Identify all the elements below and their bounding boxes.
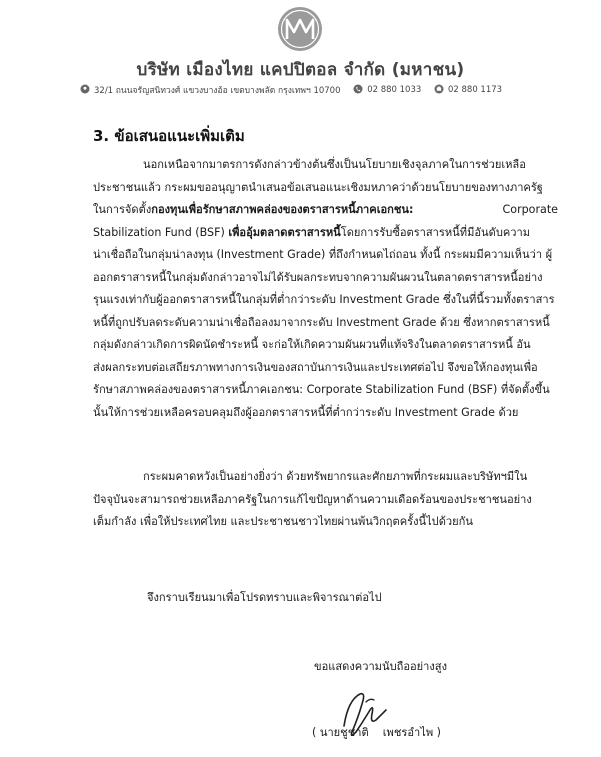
support-bond-market-bold: เพื่ออุ้มตลาดตราสารหนี้ [228,225,341,239]
address-text: 32/1 ถนนจรัญสนิทวงศ์ แขวงบางอ้อ เขตบางพลัด กรุงเทพฯ 10700 [94,86,341,96]
paragraph-line: น่าเชื่อถือในกลุ่มน่าลงทุน (Investment Grade) ที่ถึงกำหนดไถ่ถอน ทั้งนี้ กระผมมีความเห็นว่า ผู้ [93,248,553,261]
paragraph-line: ออกตราสารหนี้ในกลุ่มดังกล่าวอาจไม่ได้รับผลกระทบจากความผันผวนในตลาดตราสารหนี้อย่าง [93,270,543,284]
paragraph-line: รุนแรงเท่ากับผู้ออกตราสารหนี้ในกลุ่มที่ต่ำกว่าระดับ Investment Grade ซึ่งในที่นี้รวมทั้งตราสาร [93,293,555,306]
paragraph-line: หนี้ที่ถูกปรับลดระดับความน่าเชื่อถือลงมาจากระดับ Investment Grade ด้วย ซึ่งหากตราสารหนี้ [93,315,550,329]
paragraph-text: โดยการรับซื้อตราสารหนี้ที่มีอันดับความ [340,225,531,239]
paragraph-1 [93,154,558,424]
paragraph-line: ปัจจุบันจะสามารถช่วยเหลือภาครัฐในการแก้ไขปัญหาด้านความเดือดร้อนของประชาชนอย่าง [93,492,532,506]
paragraph-line: กระผมคาดหวังเป็นอย่างยิ่งว่า ด้วยทรัพยากรและศักยภาพที่กระผมและบริษัทฯมีใน [143,470,528,483]
paragraph-text: Stabilization Fund (BSF) [93,225,225,239]
paragraph-text: ในการจัดตั้ง [93,203,152,216]
company-name: บริษัท เมืองไทย แคปปิตอล จำกัด (มหาชน) [136,60,465,80]
paragraph-line: รักษาสภาพคล่องของตราสารหนี้ภาคเอกชน: Corporate Stabilization Fund (BSF) ที่จัดตั้งขึ้น [93,383,550,396]
paragraph-2 [93,466,558,534]
company-logo [277,6,323,52]
paragraph-text: Corporate [502,203,558,216]
fax-number: 02 880 1173 [447,85,503,95]
paragraph-line: ส่งผลกระทบต่อเสถียรภาพทางการเงินของสถาบันการเงินและประเทศต่อไป จึงขอให้กองทุนเพื่อ [93,360,538,374]
fax-icon [434,84,444,97]
paragraph-line [93,222,558,245]
phone-icon [353,84,363,97]
section-heading: 3. ข้อเสนอแนะเพิ่มเติม [93,127,245,145]
signer-name: ( นายชูชาติ เพชรอำไพ ) [312,726,441,739]
phone-number: 02 880 1033 [367,85,422,95]
location-pin-icon [80,84,90,97]
complimentary-close: ขอแสดงความนับถืออย่างสูง [314,660,447,673]
paragraph-line: ประชาชนแล้ว กระผมขออนุญาตนำเสนอข้อเสนอแนะเชิงมหภาคว่าด้วยนโยบายของทางภาครัฐ [93,180,543,194]
paragraph-line: เต็มกำลัง เพื่อให้ประเทศไทย และประชาชนชาวไทยผ่านพ้นวิกฤตครั้งนี้ไปด้วยกัน [93,515,473,528]
paragraph-line: นอกเหนือจากมาตรการดังกล่าวข้างต้นซึ่งเป็นนโยบายเชิงจุลภาคในการช่วยเหลือ [143,158,526,171]
paragraph-line [93,199,558,222]
address-bar [80,83,600,97]
closing-sentence: จึงกราบเรียนมาเพื่อโปรดทราบและพิจารณาต่อไป [147,591,382,604]
paragraph-line: กลุ่มดังกล่าวเกิดการผิดนัดชำระหนี้ จะก่อให้เกิดความผันผวนที่แท้จริงในตลาดตราสารหนี้ อัน [93,338,531,351]
fund-name-bold: กองทุนเพื่อรักษาสภาพคล่องของตราสารหนี้ภาคเอกชน: [151,203,414,216]
paragraph-line: นั้นให้การช่วยเหลือครอบคลุมถึงผู้ออกตราสารหนี้ที่ต่ำกว่าระดับ Investment Grade ด้วย [93,405,519,419]
